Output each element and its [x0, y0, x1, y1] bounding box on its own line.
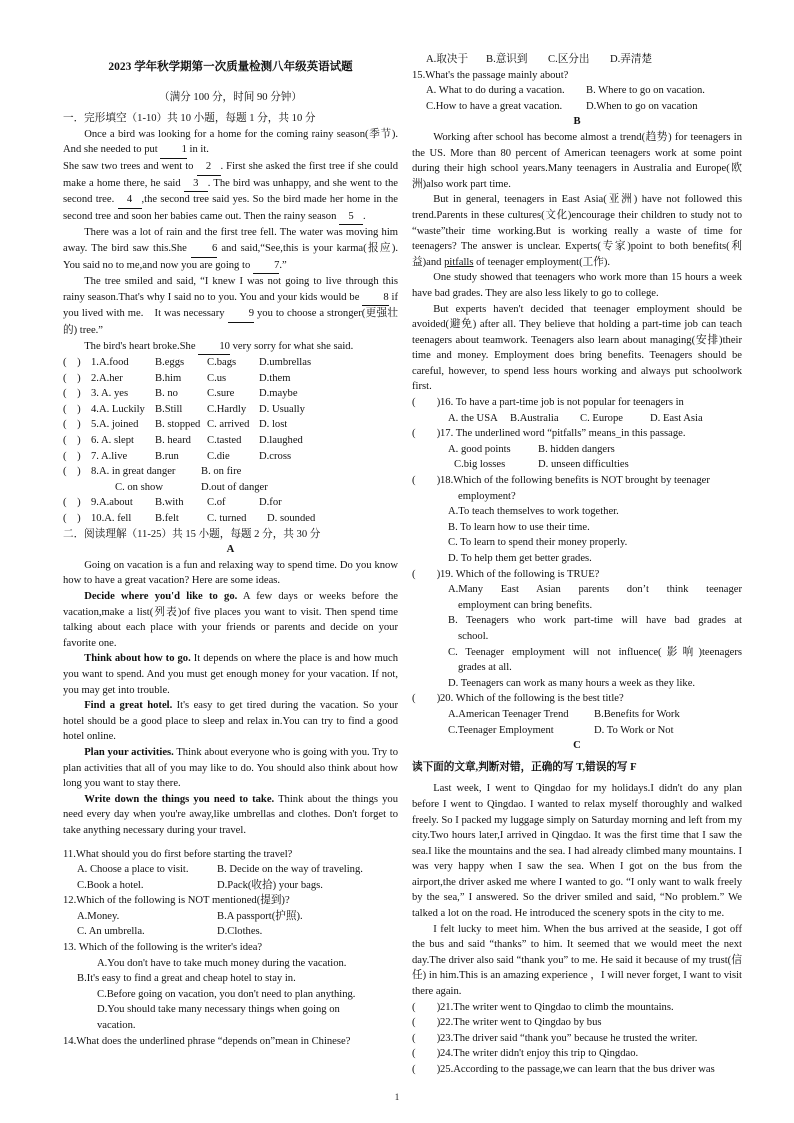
answer-paren[interactable]: ( ): [412, 1001, 441, 1013]
answer-paren[interactable]: ( ): [412, 693, 441, 705]
true-false-list: [412, 1000, 742, 1078]
part-c-label: C: [573, 740, 581, 752]
question-19: [412, 567, 742, 583]
tip-text: A few days or weeks before the vacation,make a list(列表)of five places you want to visit. Then spend time talking about each place with your friends or parents and decide on your favorite one.: [63, 591, 398, 649]
tip-heading: Find a great hotel.: [84, 700, 173, 712]
cloze-text: Once a bird was looking for a home for the coming rainy season(季节). And she needed to put: [63, 128, 398, 156]
option-c: C.tasted: [207, 435, 242, 447]
answer-paren[interactable]: ( ): [412, 1048, 441, 1060]
cloze-text: . The bird was unhappy, and she went to the second tree.: [63, 177, 398, 206]
option-c: C.die: [207, 450, 230, 462]
cloze-option-row: [63, 433, 398, 449]
question-11: 11.What should you do first before starting the travel?: [63, 848, 293, 860]
question-stem: 16. To have a part-time job is not popular for teenagers in: [440, 397, 684, 409]
blank-2: 2: [197, 159, 221, 176]
tf-question-25: [412, 1062, 742, 1078]
tip-text: It depends on where the place is and how much you want to spend. And you must get enough money for your vacation. If not, you may get into trouble.: [63, 653, 398, 696]
question-15-options: [412, 99, 742, 115]
question-stem: 21.The writer went to Qingdao to climb the mountains.: [440, 1001, 674, 1013]
exam-subtitle: （满分 100 分，时间 90 分钟）: [158, 91, 302, 103]
answer-paren[interactable]: ( ): [412, 1017, 441, 1029]
cloze-text: The tree smiled and said, “I knew I was not going to live through this rainy season.That's why I said no to you. You and your kids would be: [63, 276, 398, 303]
option-a[interactable]: A. Choose a place to visit.: [77, 864, 189, 876]
option-b: B.felt: [155, 513, 179, 525]
passage-b-paragraph: One study showed that teenagers who work more than 15 hours a week have bad grades. They are also less likely to go to college.: [412, 272, 742, 299]
answer-paren[interactable]: ( ): [412, 568, 441, 580]
option-a-continued: employment can bring benefits.: [458, 599, 593, 611]
option-b[interactable]: B. hidden dangers: [538, 443, 615, 455]
option-d[interactable]: D. To help them get better grades.: [448, 553, 592, 564]
answer-paren[interactable]: ( ): [63, 466, 81, 478]
answer-paren[interactable]: ( ): [63, 419, 81, 431]
cloze-text: you to choose a stronger(更强壮的) tree.”: [63, 308, 398, 336]
passage-c-paragraph: I felt lucky to meet him. When the bus arrived at the seaside, I got off the bus and said “thanks” to him. It seemed that we would meet the next day.The driver also said “thank you” to me. He said it because of my trust(信任) in him.This is an amazing experience ，I will never forget, I want to visit there again.: [412, 923, 742, 998]
option-a[interactable]: A.You don't have to take much money during the vacation.: [97, 957, 347, 969]
passage-a-paragraph: [63, 792, 398, 839]
cloze-text: She saw two trees and went to: [63, 160, 194, 172]
option-c: C.us: [207, 372, 227, 384]
question-17-options: [412, 457, 742, 473]
cloze-paragraph-5: [63, 339, 398, 356]
option-d: D.cross: [259, 450, 292, 462]
option-c[interactable]: C.How to have a great vacation.: [426, 100, 563, 112]
option-d: D.them: [259, 372, 291, 384]
answer-paren[interactable]: ( ): [412, 428, 441, 440]
option-d[interactable]: D.You should take many necessary things when going on: [97, 1004, 340, 1016]
answer-paren[interactable]: ( ): [63, 403, 81, 415]
question-stem: 19. Which of the following is TRUE?: [440, 568, 600, 580]
cloze-options: [63, 355, 398, 464]
option-d: D. lost: [259, 419, 288, 431]
cloze-text: The bird's heart broke.She: [84, 340, 196, 352]
cloze-option-row: [63, 511, 398, 527]
page-number: 1: [394, 1092, 400, 1102]
passage-b-paragraph: [412, 192, 742, 270]
question-18: [412, 473, 742, 489]
tf-question-24: [412, 1046, 742, 1062]
cloze-text: in it.: [189, 144, 209, 156]
question-stem: 24.The writer didn't enjoy this trip to Qingdao.: [440, 1048, 639, 1060]
tf-question-22: [412, 1015, 742, 1031]
option-c: C. turned: [207, 513, 247, 525]
question-stem: 17. The underlined word “pitfalls” means_in this passage.: [440, 428, 686, 440]
option-c: C. arrived: [207, 419, 250, 431]
blank-7: 7: [253, 258, 279, 275]
passage-text: of teenager employment(工作).: [473, 256, 611, 268]
section-cloze-heading: 一．完形填空（1-10）共 10 小题，每题 1 分，共 10 分: [63, 113, 316, 125]
option-a[interactable]: A.取决于: [426, 54, 469, 65]
tip-text: Think about everyone who is going with you. Try to plan activities that all of you may like to do. You should also think about how long you want to stay there.: [63, 746, 398, 790]
option-c[interactable]: C.big losses: [454, 459, 506, 471]
option-d: D.maybe: [259, 388, 298, 400]
passage-c-paragraph: Last week, I went to Qingdao for my holidays.I didn't do any plan before I went to Qingdao. I wanted to relax myself thoroughly and walked freely. So I packed my luggage simply on Saturday morning and left from my city.Two hours later,I arrived in Qingdao. It was the first time that I saw the sea.I like the mountains and the sea. I had already climbed many mountains. I was very happy when I saw the sea. When I got on the bus from the airport,the driver asked me where I wanted to go. “I only want to walk freely by the sea,” I answered. So the driver smiled and said, “No problem.” We talked a lot on the road. He introduced the scenery spots in the city to me.: [412, 783, 742, 920]
cloze-option-row: [63, 449, 398, 465]
blank-4: 4: [118, 192, 142, 209]
answer-paren[interactable]: ( ): [63, 372, 81, 384]
cloze-option-row: [63, 464, 398, 480]
option-d[interactable]: D. unseen difficulties: [538, 459, 629, 471]
question-20: [412, 691, 742, 707]
option-b[interactable]: B. To learn how to use their time.: [448, 521, 590, 533]
blank-8: 8: [362, 290, 388, 307]
question-17-options: [412, 442, 742, 458]
cloze-option-row: [63, 480, 398, 496]
option-a[interactable]: A. good points: [448, 443, 511, 455]
answer-paren[interactable]: ( ): [63, 435, 81, 447]
option-c: C.Hardly: [207, 403, 247, 415]
answer-paren[interactable]: ( ): [63, 497, 81, 509]
option-a[interactable]: A.Many East Asian parents don’t think teenager: [448, 584, 742, 596]
underlined-word: pitfalls: [444, 256, 474, 268]
blank-9: 9: [228, 306, 254, 323]
option-d: D. Usually: [259, 403, 305, 415]
question-15-options: [412, 83, 742, 99]
cloze-text: . First she asked the first tree if she could make a home there, he said: [63, 160, 398, 189]
option-a[interactable]: A. What to do during a vacation.: [426, 85, 565, 97]
cloze-text: ,the second tree said yes. So the bird made her home in the second tree and soon her babies came out. Then the rainy season: [63, 194, 398, 222]
left-column: [63, 40, 409, 1049]
option-b: B. heard: [155, 435, 191, 447]
option-a: 9.A.about: [91, 497, 133, 509]
option-d[interactable]: D.弄清楚: [610, 54, 653, 65]
exam-title: 2023 学年秋学期第一次质量检测八年级英语试题: [108, 61, 353, 73]
cloze-option-row: [63, 371, 398, 387]
question-11-options: [63, 878, 398, 894]
question-14: 14.What does the underlined phrase “depends on”mean in Chinese?: [63, 1035, 351, 1047]
question-16-options: [412, 411, 742, 427]
option-a: 8.A. in great danger: [91, 466, 176, 478]
tip-heading: Decide where you'd like to go.: [84, 591, 238, 602]
question-stem: 25.According to the passage,we can learn that the bus driver was: [440, 1064, 715, 1075]
question-14-options: [412, 52, 742, 68]
part-b-label: B: [573, 116, 581, 128]
option-c: C. on show: [115, 481, 163, 493]
tip-text: Think about the things you need every day when you're away,like umbrellas and clothes. Don't forget to take anything necessary during your travel.: [63, 793, 398, 836]
tip-heading: Write down the things you need to take.: [84, 793, 275, 805]
cloze-option-row: [63, 495, 398, 511]
cloze-option-row: [63, 402, 398, 418]
question-stem: 22.The writer went to Qingdao by bus: [440, 1017, 602, 1029]
option-d-continued: vacation.: [97, 1020, 136, 1032]
answer-paren[interactable]: ( ): [412, 475, 441, 487]
option-b: B. no: [155, 388, 178, 400]
passage-b-paragraph: But experts haven't decided that teenager employment should be avoided(避免) after all. They believe that holding a part-time job can teach teenagers about teamwork. Teenagers also learn about managing(安排)their time and money. Employment does bring benefits. Teenagers should be careful, however, to spend less hours working and always put schoolwork first.: [412, 303, 742, 393]
option-b[interactable]: B.Benefits for Work: [594, 708, 680, 720]
option-a[interactable]: A.To teach themselves to work together.: [448, 506, 619, 518]
option-a: 6. A. slept: [91, 435, 134, 447]
answer-paren[interactable]: ( ): [63, 357, 81, 369]
option-b: B.eggs: [155, 357, 185, 369]
blank-1: 1: [160, 142, 186, 159]
option-a: 4.A. Luckily: [91, 403, 145, 415]
option-a: 5.A. joined: [91, 419, 139, 431]
option-b: B. stopped: [155, 419, 201, 431]
option-d[interactable]: D. To Work or Not: [594, 724, 674, 736]
passage-a-paragraph: [63, 698, 398, 745]
option-a[interactable]: A.Money.: [77, 910, 120, 922]
question-20-options: [412, 723, 742, 739]
cloze-paragraph-2: [63, 159, 398, 225]
part-c-instruction: 读下面的文章,判断对错，正确的写 T,错误的写 F: [412, 761, 637, 773]
option-d[interactable]: D.Pack(收拾) your bags.: [217, 879, 323, 891]
answer-paren[interactable]: ( ): [63, 513, 81, 525]
option-b[interactable]: B.意识到: [486, 54, 528, 65]
question-12-options: [63, 909, 398, 925]
cloze-paragraph-1: [63, 127, 398, 159]
option-a: 1.A.food: [91, 357, 129, 369]
blank-6: 6: [191, 241, 217, 258]
passage-a-paragraph: [63, 745, 398, 792]
option-b: B.with: [155, 497, 184, 509]
option-a: 10.A. fell: [91, 513, 132, 525]
right-column: [412, 52, 742, 1078]
option-b[interactable]: B.A passport(护照).: [217, 910, 303, 922]
option-d: D.laughed: [259, 435, 303, 447]
question-20-options: [412, 707, 742, 723]
option-c: C.bags: [207, 357, 237, 369]
tip-text: It's easy to get tired during the vacation. So your hotel should be a good place to sleep and relax in.You can try to find a good hotel online.: [63, 700, 398, 743]
question-16: [412, 395, 742, 411]
cloze-text: if you lived with me. It was necessary: [63, 291, 399, 320]
passage-a-paragraph: [63, 589, 398, 651]
cloze-paragraph-3: [63, 225, 409, 274]
option-b: B.Still: [155, 403, 183, 415]
question-stem-continued: employment?: [458, 490, 516, 502]
option-c: C.of: [207, 497, 226, 509]
option-b: B.him: [155, 372, 182, 384]
option-d: D.for: [259, 497, 282, 509]
passage-b-paragraph: Working after school has become almost a trend(趋势) for teenagers in the US. More than 80 percent of American teenagers work at some point during their high school years.Many teenagers in Australia and Europe(欧洲)also work part time.: [412, 131, 742, 190]
option-c[interactable]: C. Europe: [580, 412, 623, 424]
question-12: 12.Which of the following is NOT mentioned(提到)?: [63, 895, 290, 907]
option-c[interactable]: C.Book a hotel.: [77, 879, 144, 891]
answer-paren[interactable]: ( ): [63, 450, 81, 462]
option-d[interactable]: D. Teenagers can work as many hours a week as they like.: [448, 677, 696, 689]
cloze-option-row: [63, 355, 398, 371]
tip-heading: Think about how to go.: [84, 653, 191, 665]
answer-paren[interactable]: ( ): [412, 1064, 441, 1075]
option-b: B.run: [155, 450, 179, 462]
question-12-options: [63, 924, 398, 940]
question-11-options: [63, 862, 398, 878]
question-stem: 20. Which of the following is the best title?: [440, 693, 624, 705]
option-d[interactable]: D. East Asia: [650, 412, 703, 424]
answer-paren[interactable]: ( ): [412, 397, 441, 409]
option-c[interactable]: C.Teenager Employment: [448, 724, 554, 736]
blank-3: 3: [184, 176, 208, 193]
cloze-text: .”: [279, 259, 287, 271]
option-b[interactable]: B. Teenagers who work part-time will have bad grades at: [448, 615, 742, 627]
option-a: 3. A. yes: [91, 388, 129, 400]
option-b: B. on fire: [201, 466, 242, 478]
question-17: [412, 426, 742, 442]
option-a: 7. A.live: [91, 450, 128, 462]
cloze-text: .: [363, 210, 366, 222]
passage-text: But in general, teenagers in East Asia(亚洲) have not followed this trend.Parents in these cultures(文化)encourage their children to study not to “waste”their time working.But is working really a waste of time for teenagers? The answer is unclear. Experts(专家)point to both benefits(利益)and: [412, 194, 742, 268]
option-c: C.sure: [207, 388, 235, 400]
passage-a-paragraph: [63, 651, 398, 698]
section-reading-heading: 二．阅读理解（11-25）共 15 小题，每题 2 分，共 30 分: [63, 528, 321, 540]
option-b[interactable]: B. Where to go on vacation.: [586, 85, 705, 97]
blank-5: 5: [339, 209, 363, 226]
cloze-option-row: [63, 417, 398, 433]
option-b[interactable]: B.Australia: [510, 412, 559, 424]
cloze-text: There was a lot of rain and the first tree fell. The water was moving him away. The bird saw this.She: [63, 227, 398, 254]
option-b-continued: school.: [458, 630, 489, 642]
option-d: D. sounded: [267, 513, 316, 525]
cloze-option-row: [63, 386, 398, 402]
tf-question-23: [412, 1031, 742, 1047]
part-a-label: A: [226, 544, 235, 556]
option-d[interactable]: D.When to go on vacation: [586, 100, 698, 112]
question-15: 15.What's the passage mainly about?: [412, 69, 569, 81]
option-c[interactable]: C. Teenager employment will not influence(影响)teenagers: [448, 646, 742, 658]
answer-paren[interactable]: ( ): [63, 388, 81, 400]
option-d: D.umbrellas: [259, 357, 312, 369]
option-a[interactable]: A. the USA: [448, 412, 498, 424]
cloze-text: very sorry for what she said.: [232, 340, 354, 352]
option-b[interactable]: B. Decide on the way of traveling.: [217, 864, 363, 876]
tf-question-21: [412, 1000, 742, 1016]
tip-heading: Plan your activities.: [84, 746, 174, 758]
passage-a-paragraph: Going on vacation is a fun and relaxing way to spend time. Do you know how to have a great vacation? Here are some ideas.: [63, 559, 398, 587]
cloze-paragraph-4: [63, 274, 398, 338]
option-c[interactable]: C. An umbrella.: [77, 926, 145, 938]
question-stem: 23.The driver said “thank you” because he trusted the writer.: [440, 1032, 698, 1044]
option-c[interactable]: C.区分出: [548, 54, 590, 65]
question-13: 13. Which of the following is the writer's idea?: [63, 942, 263, 954]
option-c[interactable]: C. To learn to spend their money properly.: [448, 537, 628, 549]
option-a: 2.A.her: [91, 372, 123, 384]
question-stem: 18.Which of the following benefits is NOT brought by teenager: [440, 475, 710, 487]
option-b[interactable]: B.It's easy to find a great and cheap hotel to stay in.: [77, 973, 296, 985]
option-a[interactable]: A.American Teenager Trend: [448, 708, 569, 720]
cloze-text: and said,“See,this is your karma(报应). You said no to me,and now you are going to: [63, 242, 409, 271]
answer-paren[interactable]: ( ): [412, 1032, 441, 1044]
option-d[interactable]: D.Clothes.: [217, 926, 263, 938]
blank-10: 10: [198, 339, 230, 356]
option-c[interactable]: C.Before going on vacation, you don't need to plan anything.: [97, 988, 356, 1000]
option-c-continued: grades at all.: [458, 662, 512, 674]
option-d: D.out of danger: [201, 481, 268, 493]
